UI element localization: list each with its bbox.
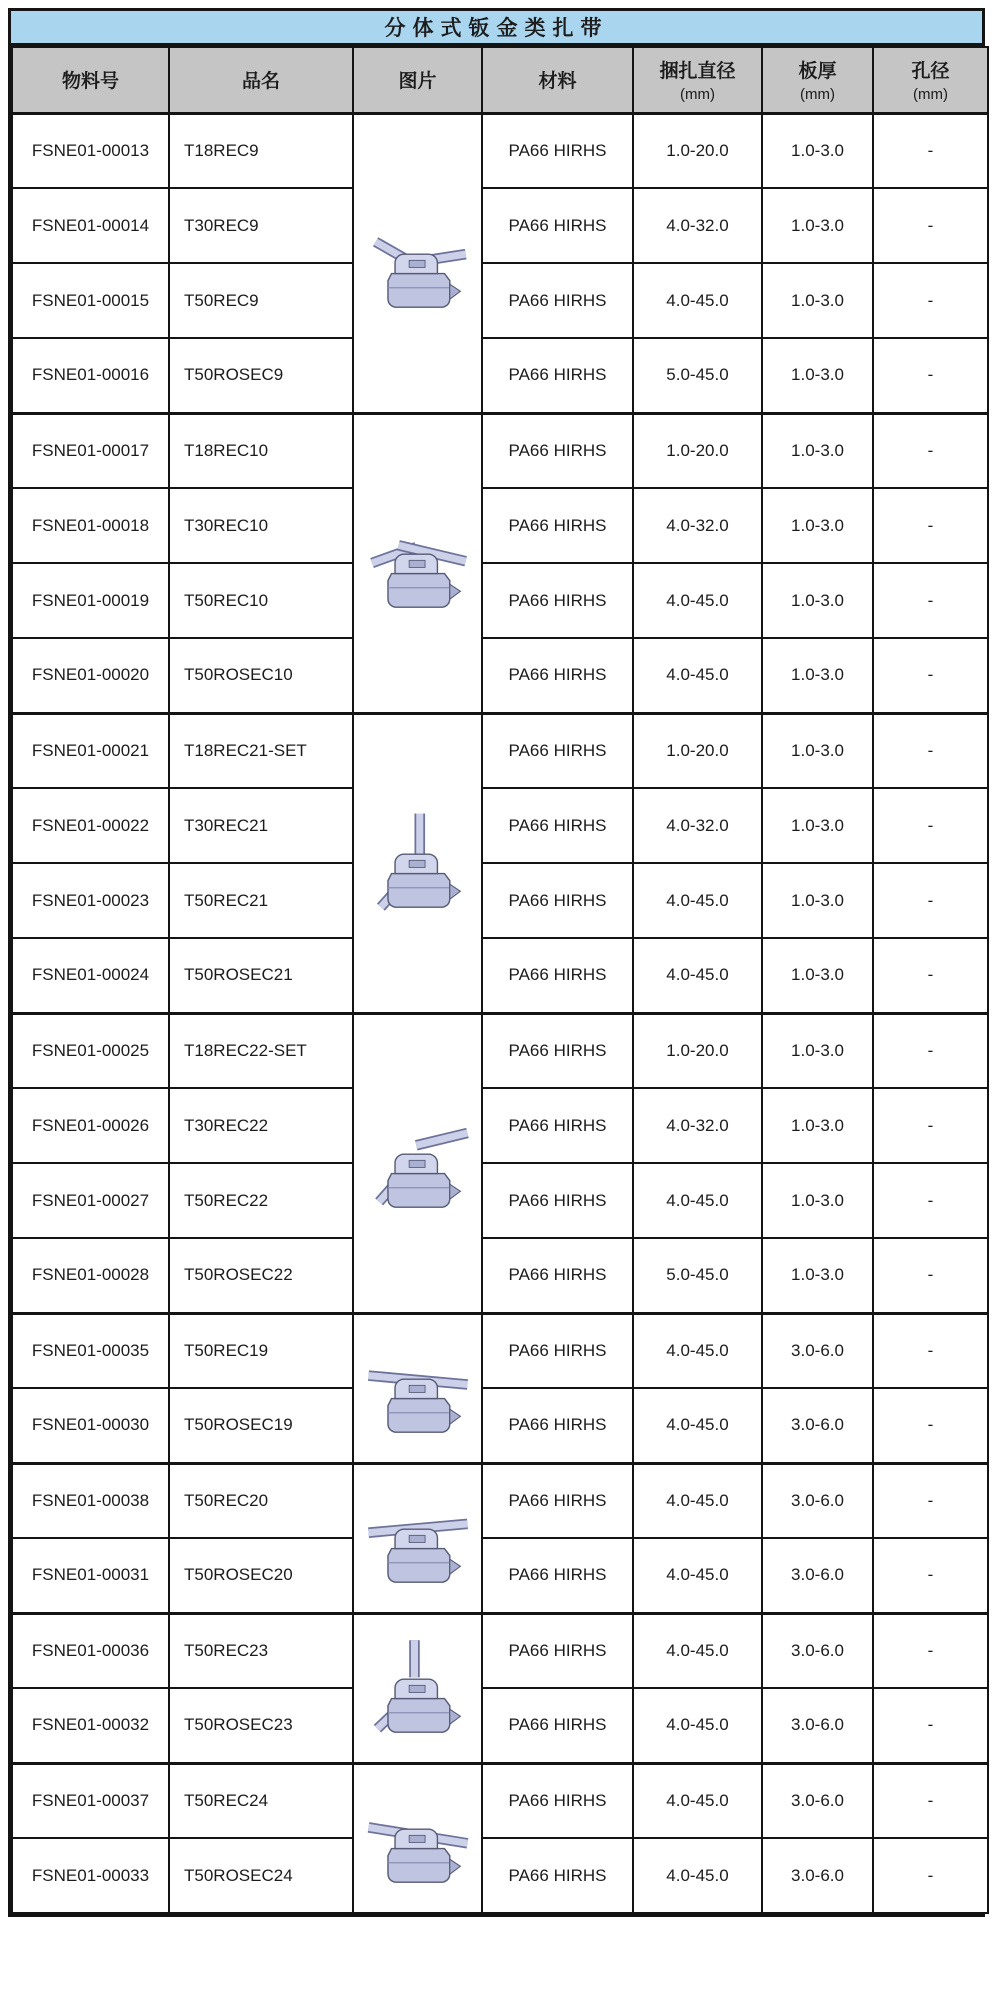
product-name-cell: T50REC22 xyxy=(169,1163,353,1238)
material-code-cell: FSNE01-00015 xyxy=(12,263,169,338)
material-code-cell: FSNE01-00018 xyxy=(12,488,169,563)
material-code-cell: FSNE01-00031 xyxy=(12,1538,169,1613)
hole-diameter-cell: - xyxy=(873,1838,988,1913)
product-name-cell: T50REC19 xyxy=(169,1313,353,1388)
cable-tie-clip-rec23-3d-icon xyxy=(365,1635,471,1741)
col-header-unit: (mm) xyxy=(680,86,715,104)
hole-diameter-cell: - xyxy=(873,488,988,563)
material-cell: PA66 HIRHS xyxy=(482,563,633,638)
hole-diameter-cell: - xyxy=(873,1088,988,1163)
plate-thickness-cell: 1.0-3.0 xyxy=(762,1013,873,1088)
product-name-cell: T50ROSEC19 xyxy=(169,1388,353,1463)
hole-diameter-cell: - xyxy=(873,113,988,188)
material-cell: PA66 HIRHS xyxy=(482,713,633,788)
table-row xyxy=(12,338,988,413)
product-name-cell: T50ROSEC24 xyxy=(169,1838,353,1913)
table-row xyxy=(12,1388,988,1463)
plate-thickness-cell: 3.0-6.0 xyxy=(762,1688,873,1763)
table-row xyxy=(12,488,988,563)
hole-diameter-cell: - xyxy=(873,338,988,413)
material-cell: PA66 HIRHS xyxy=(482,113,633,188)
table-row xyxy=(12,563,988,638)
plate-thickness-cell: 1.0-3.0 xyxy=(762,563,873,638)
material-code-cell: FSNE01-00013 xyxy=(12,113,169,188)
product-name-cell: T50ROSEC10 xyxy=(169,638,353,713)
plate-thickness-cell: 1.0-3.0 xyxy=(762,1088,873,1163)
plate-thickness-cell: 1.0-3.0 xyxy=(762,413,873,488)
hole-diameter-cell: - xyxy=(873,1013,988,1088)
col-header-material xyxy=(482,47,633,113)
cable-tie-clip-rec9-3d-icon xyxy=(365,210,471,316)
material-code-cell: FSNE01-00028 xyxy=(12,1238,169,1313)
table-row xyxy=(12,1238,988,1313)
material-cell: PA66 HIRHS xyxy=(482,1463,633,1538)
table-row xyxy=(12,1163,988,1238)
product-image-cell xyxy=(353,113,482,413)
hole-diameter-cell: - xyxy=(873,263,988,338)
material-cell: PA66 HIRHS xyxy=(482,863,633,938)
plate-thickness-cell: 1.0-3.0 xyxy=(762,338,873,413)
hole-diameter-cell: - xyxy=(873,788,988,863)
product-name-cell: T50REC9 xyxy=(169,263,353,338)
product-name-cell: T50REC20 xyxy=(169,1463,353,1538)
material-cell: PA66 HIRHS xyxy=(482,1088,633,1163)
header-row xyxy=(12,47,988,113)
product-name-cell: T50ROSEC9 xyxy=(169,338,353,413)
product-name-cell: T50REC10 xyxy=(169,563,353,638)
material-code-cell: FSNE01-00030 xyxy=(12,1388,169,1463)
bundle-diameter-cell: 4.0-45.0 xyxy=(633,1388,762,1463)
plate-thickness-cell: 1.0-3.0 xyxy=(762,488,873,563)
table-row xyxy=(12,188,988,263)
product-name-cell: T18REC22-SET xyxy=(169,1013,353,1088)
table-row xyxy=(12,1088,988,1163)
table-row xyxy=(12,1013,988,1088)
product-name-cell: T50ROSEC20 xyxy=(169,1538,353,1613)
table-row xyxy=(12,638,988,713)
table-row xyxy=(12,713,988,788)
product-name-cell: T30REC9 xyxy=(169,188,353,263)
material-code-cell: FSNE01-00021 xyxy=(12,713,169,788)
material-cell: PA66 HIRHS xyxy=(482,638,633,713)
hole-diameter-cell: - xyxy=(873,1538,988,1613)
hole-diameter-cell: - xyxy=(873,938,988,1013)
col-header-unit: (mm) xyxy=(913,86,948,104)
table-row xyxy=(12,938,988,1013)
plate-thickness-cell: 3.0-6.0 xyxy=(762,1388,873,1463)
col-header-material-code xyxy=(12,47,169,113)
product-image-cell xyxy=(353,1463,482,1613)
material-code-cell: FSNE01-00017 xyxy=(12,413,169,488)
product-name-cell: T30REC10 xyxy=(169,488,353,563)
material-code-cell: FSNE01-00025 xyxy=(12,1013,169,1088)
product-name-cell: T18REC21-SET xyxy=(169,713,353,788)
plate-thickness-cell: 1.0-3.0 xyxy=(762,638,873,713)
material-cell: PA66 HIRHS xyxy=(482,413,633,488)
bundle-diameter-cell: 4.0-45.0 xyxy=(633,638,762,713)
bundle-diameter-cell: 4.0-32.0 xyxy=(633,488,762,563)
cable-tie-clip-rec22-3d-icon xyxy=(365,1110,471,1216)
cable-tie-clip-rec24-3d-icon xyxy=(365,1785,471,1891)
table-row xyxy=(12,863,988,938)
hole-diameter-cell: - xyxy=(873,1463,988,1538)
plate-thickness-cell: 3.0-6.0 xyxy=(762,1763,873,1838)
table-row xyxy=(12,788,988,863)
material-code-cell: FSNE01-00027 xyxy=(12,1163,169,1238)
product-image-cell xyxy=(353,413,482,713)
material-cell: PA66 HIRHS xyxy=(482,1688,633,1763)
bundle-diameter-cell: 4.0-45.0 xyxy=(633,1538,762,1613)
product-name-cell: T50ROSEC23 xyxy=(169,1688,353,1763)
material-code-cell: FSNE01-00037 xyxy=(12,1763,169,1838)
material-code-cell: FSNE01-00019 xyxy=(12,563,169,638)
col-header-label: 捆扎直径 xyxy=(659,61,736,83)
product-image-cell xyxy=(353,713,482,1013)
bundle-diameter-cell: 1.0-20.0 xyxy=(633,713,762,788)
table-row xyxy=(12,113,988,188)
bundle-diameter-cell: 4.0-32.0 xyxy=(633,188,762,263)
plate-thickness-cell: 3.0-6.0 xyxy=(762,1538,873,1613)
hole-diameter-cell: - xyxy=(873,1238,988,1313)
hole-diameter-cell: - xyxy=(873,638,988,713)
product-name-cell: T50REC23 xyxy=(169,1613,353,1688)
material-cell: PA66 HIRHS xyxy=(482,938,633,1013)
plate-thickness-cell: 1.0-3.0 xyxy=(762,263,873,338)
plate-thickness-cell: 1.0-3.0 xyxy=(762,1163,873,1238)
material-code-cell: FSNE01-00016 xyxy=(12,338,169,413)
material-cell: PA66 HIRHS xyxy=(482,1538,633,1613)
product-name-cell: T18REC10 xyxy=(169,413,353,488)
material-cell: PA66 HIRHS xyxy=(482,1238,633,1313)
material-code-cell: FSNE01-00032 xyxy=(12,1688,169,1763)
hole-diameter-cell: - xyxy=(873,1688,988,1763)
product-image-cell xyxy=(353,1763,482,1913)
plate-thickness-cell: 1.0-3.0 xyxy=(762,1238,873,1313)
bundle-diameter-cell: 1.0-20.0 xyxy=(633,1013,762,1088)
material-cell: PA66 HIRHS xyxy=(482,188,633,263)
product-name-cell: T50ROSEC22 xyxy=(169,1238,353,1313)
col-header-label: 孔径 xyxy=(911,61,950,83)
plate-thickness-cell: 1.0-3.0 xyxy=(762,863,873,938)
material-code-cell: FSNE01-00024 xyxy=(12,938,169,1013)
material-cell: PA66 HIRHS xyxy=(482,1163,633,1238)
material-code-cell: FSNE01-00038 xyxy=(12,1463,169,1538)
bundle-diameter-cell: 1.0-20.0 xyxy=(633,113,762,188)
product-spec-table xyxy=(11,46,989,1914)
col-header-label: 材料 xyxy=(538,71,577,93)
cable-tie-clip-rec19-3d-icon xyxy=(365,1335,471,1441)
table-row xyxy=(12,263,988,338)
material-code-cell: FSNE01-00035 xyxy=(12,1313,169,1388)
material-code-cell: FSNE01-00036 xyxy=(12,1613,169,1688)
product-name-cell: T30REC21 xyxy=(169,788,353,863)
table-row xyxy=(12,1838,988,1913)
bundle-diameter-cell: 4.0-45.0 xyxy=(633,1688,762,1763)
hole-diameter-cell: - xyxy=(873,1313,988,1388)
bundle-diameter-cell: 4.0-45.0 xyxy=(633,563,762,638)
plate-thickness-cell: 3.0-6.0 xyxy=(762,1613,873,1688)
table-row xyxy=(12,413,988,488)
material-cell: PA66 HIRHS xyxy=(482,1763,633,1838)
material-code-cell: FSNE01-00023 xyxy=(12,863,169,938)
material-cell: PA66 HIRHS xyxy=(482,1013,633,1088)
hole-diameter-cell: - xyxy=(873,413,988,488)
bundle-diameter-cell: 4.0-45.0 xyxy=(633,938,762,1013)
plate-thickness-cell: 1.0-3.0 xyxy=(762,938,873,1013)
cable-tie-clip-rec21-3d-icon xyxy=(365,810,471,916)
plate-thickness-cell: 1.0-3.0 xyxy=(762,713,873,788)
material-cell: PA66 HIRHS xyxy=(482,1613,633,1688)
hole-diameter-cell: - xyxy=(873,1163,988,1238)
plate-thickness-cell: 1.0-3.0 xyxy=(762,788,873,863)
material-code-cell: FSNE01-00020 xyxy=(12,638,169,713)
bundle-diameter-cell: 4.0-32.0 xyxy=(633,788,762,863)
product-name-cell: T50REC21 xyxy=(169,863,353,938)
bundle-diameter-cell: 1.0-20.0 xyxy=(633,413,762,488)
bundle-diameter-cell: 4.0-45.0 xyxy=(633,1838,762,1913)
product-image-cell xyxy=(353,1313,482,1463)
plate-thickness-cell: 1.0-3.0 xyxy=(762,113,873,188)
product-name-cell: T18REC9 xyxy=(169,113,353,188)
bundle-diameter-cell: 4.0-45.0 xyxy=(633,863,762,938)
col-header-plate-thickness xyxy=(762,47,873,113)
hole-diameter-cell: - xyxy=(873,713,988,788)
bundle-diameter-cell: 4.0-45.0 xyxy=(633,1313,762,1388)
material-cell: PA66 HIRHS xyxy=(482,1838,633,1913)
material-cell: PA66 HIRHS xyxy=(482,1388,633,1463)
col-header-product-name xyxy=(169,47,353,113)
hole-diameter-cell: - xyxy=(873,863,988,938)
hole-diameter-cell: - xyxy=(873,1613,988,1688)
product-image-cell xyxy=(353,1013,482,1313)
cable-tie-clip-rec10-3d-icon xyxy=(365,510,471,616)
material-cell: PA66 HIRHS xyxy=(482,488,633,563)
product-image-cell xyxy=(353,1613,482,1763)
material-cell: PA66 HIRHS xyxy=(482,1313,633,1388)
plate-thickness-cell: 3.0-6.0 xyxy=(762,1463,873,1538)
bundle-diameter-cell: 4.0-45.0 xyxy=(633,1763,762,1838)
table-row xyxy=(12,1613,988,1688)
material-code-cell: FSNE01-00026 xyxy=(12,1088,169,1163)
table-row xyxy=(12,1538,988,1613)
bundle-diameter-cell: 5.0-45.0 xyxy=(633,338,762,413)
table-title: 分体式钣金类扎带 xyxy=(11,11,982,46)
bundle-diameter-cell: 4.0-45.0 xyxy=(633,1613,762,1688)
cable-tie-clip-rec20-3d-icon xyxy=(365,1485,471,1591)
material-code-cell: FSNE01-00033 xyxy=(12,1838,169,1913)
col-header-hole-diameter xyxy=(873,47,988,113)
table-row xyxy=(12,1313,988,1388)
table-row xyxy=(12,1688,988,1763)
col-header-label: 物料号 xyxy=(61,71,119,93)
hole-diameter-cell: - xyxy=(873,188,988,263)
material-cell: PA66 HIRHS xyxy=(482,263,633,338)
material-code-cell: FSNE01-00022 xyxy=(12,788,169,863)
hole-diameter-cell: - xyxy=(873,563,988,638)
col-header-label: 品名 xyxy=(241,71,280,93)
catalog-page xyxy=(0,8,1000,2000)
product-name-cell: T50REC24 xyxy=(169,1763,353,1838)
product-name-cell: T30REC22 xyxy=(169,1088,353,1163)
table-row xyxy=(12,1763,988,1838)
table-body xyxy=(12,113,988,1913)
plate-thickness-cell: 1.0-3.0 xyxy=(762,188,873,263)
product-name-cell: T50ROSEC21 xyxy=(169,938,353,1013)
bundle-diameter-cell: 4.0-45.0 xyxy=(633,1163,762,1238)
bundle-diameter-cell: 4.0-45.0 xyxy=(633,1463,762,1538)
hole-diameter-cell: - xyxy=(873,1763,988,1838)
bundle-diameter-cell: 4.0-45.0 xyxy=(633,263,762,338)
material-code-cell: FSNE01-00014 xyxy=(12,188,169,263)
col-header-bundle-diameter xyxy=(633,47,762,113)
bundle-diameter-cell: 5.0-45.0 xyxy=(633,1238,762,1313)
col-header-picture xyxy=(353,47,482,113)
product-table xyxy=(8,8,985,1917)
bundle-diameter-cell: 4.0-32.0 xyxy=(633,1088,762,1163)
table-header xyxy=(12,47,988,113)
hole-diameter-cell: - xyxy=(873,1388,988,1463)
col-header-label: 图片 xyxy=(398,71,437,93)
col-header-unit: (mm) xyxy=(800,86,835,104)
plate-thickness-cell: 3.0-6.0 xyxy=(762,1313,873,1388)
table-row xyxy=(12,1463,988,1538)
col-header-label: 板厚 xyxy=(798,61,837,83)
material-cell: PA66 HIRHS xyxy=(482,788,633,863)
plate-thickness-cell: 3.0-6.0 xyxy=(762,1838,873,1913)
material-cell: PA66 HIRHS xyxy=(482,338,633,413)
